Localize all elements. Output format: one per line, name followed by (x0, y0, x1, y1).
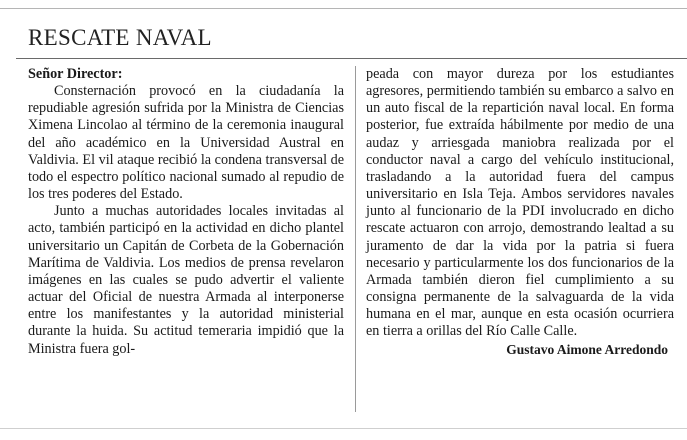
column-left (28, 66, 344, 358)
signature: Gustavo Aimone Arredondo (506, 341, 668, 357)
headline: RESCATE NAVAL (28, 25, 212, 50)
headline-rule (16, 58, 687, 59)
paragraph-2-part-1: Junto a muchas autoridades locales invitadas al acto, también participó en la actividad en dicho plantel universitario un Capitán de Corbeta de la Gobernación Marítima de Valdivia. Los medios de prensa revelaron imágenes en las cuales se pudo advertir el valiente actuar del Oficial de nuestra Armada al interponerse entre los manifestantes y la autoridad ministerial durante la huida. Su actitud temeraria impidió que la Ministra fuera gol- (28, 203, 344, 357)
paragraph-1: Consternación provocó en la ciudadanía la repudiable agresión sufrida por la Ministra de Ciencias Ximena Lincolao al término de la ceremonia inaugural del año académico en la Universidad Austral en Valdivia. El vil ataque recibió la condena transversal de todo el espectro político nacional sumado al repudio de los tres poderes del Estado. (28, 83, 344, 203)
column-divider (355, 66, 356, 412)
bottom-rule (0, 428, 687, 429)
column-right (366, 66, 674, 358)
top-rule (0, 8, 687, 9)
paragraph-2-part-2: peada con mayor dureza por los estudiantes agresores, permitiendo también su embarco a salvo en un auto fiscal de la repartición naval local. En forma posterior, fue extraída hábilmente por medio de una audaz y arriesgada maniobra realizada por el conductor naval a cargo del vehículo institucional, trasladando a la autoridad fuera del campus universitario en Isla Teja. Ambos servidores navales junto al funcionario de la PDI involucrado en dicho rescate actuaron con arrojo, demostrando lealtad a su juramento de dar la vida por la patria si fuera necesario y particularmente los dos funcionarios de la Armada también dieron fiel cumplimiento a su consigna permanente de la salvaguarda de la vida humana en el mar, aunque en esta ocasión ocurriera en tierra a orillas del Río Calle Calle. (366, 66, 674, 340)
greeting: Señor Director: (28, 66, 123, 82)
